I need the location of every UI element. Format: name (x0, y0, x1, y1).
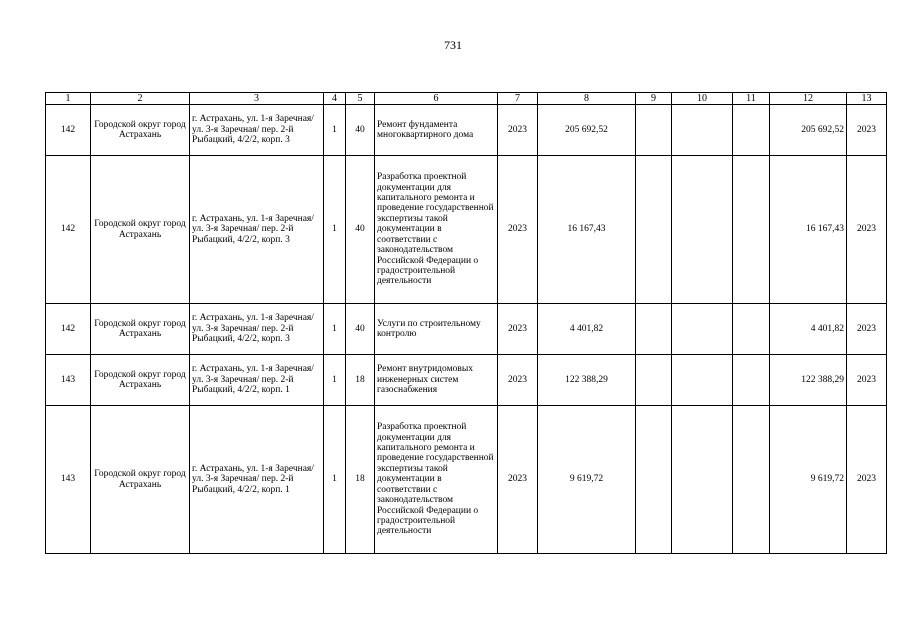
cell-col11 (733, 156, 770, 304)
cell-cost: 205 692,52 (538, 105, 636, 156)
column-header: 4 (324, 93, 346, 105)
cell-col4: 1 (324, 406, 346, 554)
cell-col11 (733, 406, 770, 554)
cell-municipality: Городской округ город Астрахань (91, 406, 190, 554)
cell-work-type: Услуги по строительному контролю (375, 304, 498, 355)
cell-col10 (672, 304, 733, 355)
column-header: 3 (190, 93, 324, 105)
column-header: 12 (770, 93, 847, 105)
cell-year: 2023 (498, 105, 538, 156)
cell-col4: 1 (324, 304, 346, 355)
cell-col4: 1 (324, 355, 346, 406)
cell-year: 2023 (498, 355, 538, 406)
cell-total: 205 692,52 (770, 105, 847, 156)
table-row (46, 105, 887, 156)
cell-municipality: Городской округ город Астрахань (91, 156, 190, 304)
cell-col5: 40 (346, 304, 375, 355)
column-header: 7 (498, 93, 538, 105)
cell-year: 2023 (498, 406, 538, 554)
cell-col4: 1 (324, 105, 346, 156)
cell-col5: 18 (346, 355, 375, 406)
cell-municipality: Городской округ город Астрахань (91, 355, 190, 406)
page-number: 731 (444, 38, 462, 52)
cell-col10 (672, 355, 733, 406)
cell-year: 2023 (498, 156, 538, 304)
cell-col5: 18 (346, 406, 375, 554)
column-header: 1 (46, 93, 91, 105)
cell-col9 (636, 406, 672, 554)
cell-cost: 16 167,43 (538, 156, 636, 304)
cell-col10 (672, 156, 733, 304)
table-row (46, 304, 887, 355)
column-header: 2 (91, 93, 190, 105)
cell-work-type: Ремонт фундамента многоквартирного дома (375, 105, 498, 156)
cell-work-type: Разработка проектной документации для капитального ремонта и проведение государственной экспертизы такой документации в соответствии с законодательством Российской Федерации о градостроительной деятельности (375, 156, 498, 304)
cell-col9 (636, 304, 672, 355)
column-header: 9 (636, 93, 672, 105)
cell-col9 (636, 156, 672, 304)
cell-total: 9 619,72 (770, 406, 847, 554)
cell-year-end: 2023 (847, 105, 887, 156)
cell-number: 142 (46, 105, 91, 156)
cell-address: г. Астрахань, ул. 1-я Заречная/ ул. 3-я Заречная/ пер. 2-й Рыбацкий, 4/2/2, корп. 3 (190, 105, 324, 156)
cell-cost: 4 401,82 (538, 304, 636, 355)
cell-total: 122 388,29 (770, 355, 847, 406)
column-header: 5 (346, 93, 375, 105)
column-header: 10 (672, 93, 733, 105)
cell-number: 142 (46, 304, 91, 355)
cell-col11 (733, 355, 770, 406)
cell-col4: 1 (324, 156, 346, 304)
cell-number: 142 (46, 156, 91, 304)
cell-cost: 9 619,72 (538, 406, 636, 554)
cell-number: 143 (46, 406, 91, 554)
cell-col10 (672, 406, 733, 554)
cell-col9 (636, 105, 672, 156)
cell-year-end: 2023 (847, 156, 887, 304)
cell-address: г. Астрахань, ул. 1-я Заречная/ ул. 3-я Заречная/ пер. 2-й Рыбацкий, 4/2/2, корп. 3 (190, 304, 324, 355)
cell-municipality: Городской округ город Астрахань (91, 105, 190, 156)
cell-col5: 40 (346, 156, 375, 304)
column-header: 6 (375, 93, 498, 105)
cell-work-type: Разработка проектной документации для капитального ремонта и проведение государственной экспертизы такой документации в соответствии с законодательством Российской Федерации о градостроительной деятельности (375, 406, 498, 554)
table-row (46, 156, 887, 304)
cell-work-type: Ремонт внутридомовых инженерных систем газоснабжения (375, 355, 498, 406)
table-row (46, 406, 887, 554)
cell-year: 2023 (498, 304, 538, 355)
cell-address: г. Астрахань, ул. 1-я Заречная/ ул. 3-я Заречная/ пер. 2-й Рыбацкий, 4/2/2, корп. 1 (190, 355, 324, 406)
capital-repair-table (45, 92, 887, 554)
cell-municipality: Городской округ город Астрахань (91, 304, 190, 355)
cell-cost: 122 388,29 (538, 355, 636, 406)
cell-col10 (672, 105, 733, 156)
cell-col11 (733, 304, 770, 355)
cell-col5: 40 (346, 105, 375, 156)
table-row (46, 355, 887, 406)
cell-col9 (636, 355, 672, 406)
cell-address: г. Астрахань, ул. 1-я Заречная/ ул. 3-я Заречная/ пер. 2-й Рыбацкий, 4/2/2, корп. 1 (190, 406, 324, 554)
column-header: 13 (847, 93, 887, 105)
cell-year-end: 2023 (847, 304, 887, 355)
column-number-row (46, 93, 887, 105)
column-header: 8 (538, 93, 636, 105)
cell-total: 16 167,43 (770, 156, 847, 304)
column-header: 11 (733, 93, 770, 105)
cell-total: 4 401,82 (770, 304, 847, 355)
cell-number: 143 (46, 355, 91, 406)
cell-col11 (733, 105, 770, 156)
cell-address: г. Астрахань, ул. 1-я Заречная/ ул. 3-я Заречная/ пер. 2-й Рыбацкий, 4/2/2, корп. 3 (190, 156, 324, 304)
cell-year-end: 2023 (847, 355, 887, 406)
cell-year-end: 2023 (847, 406, 887, 554)
